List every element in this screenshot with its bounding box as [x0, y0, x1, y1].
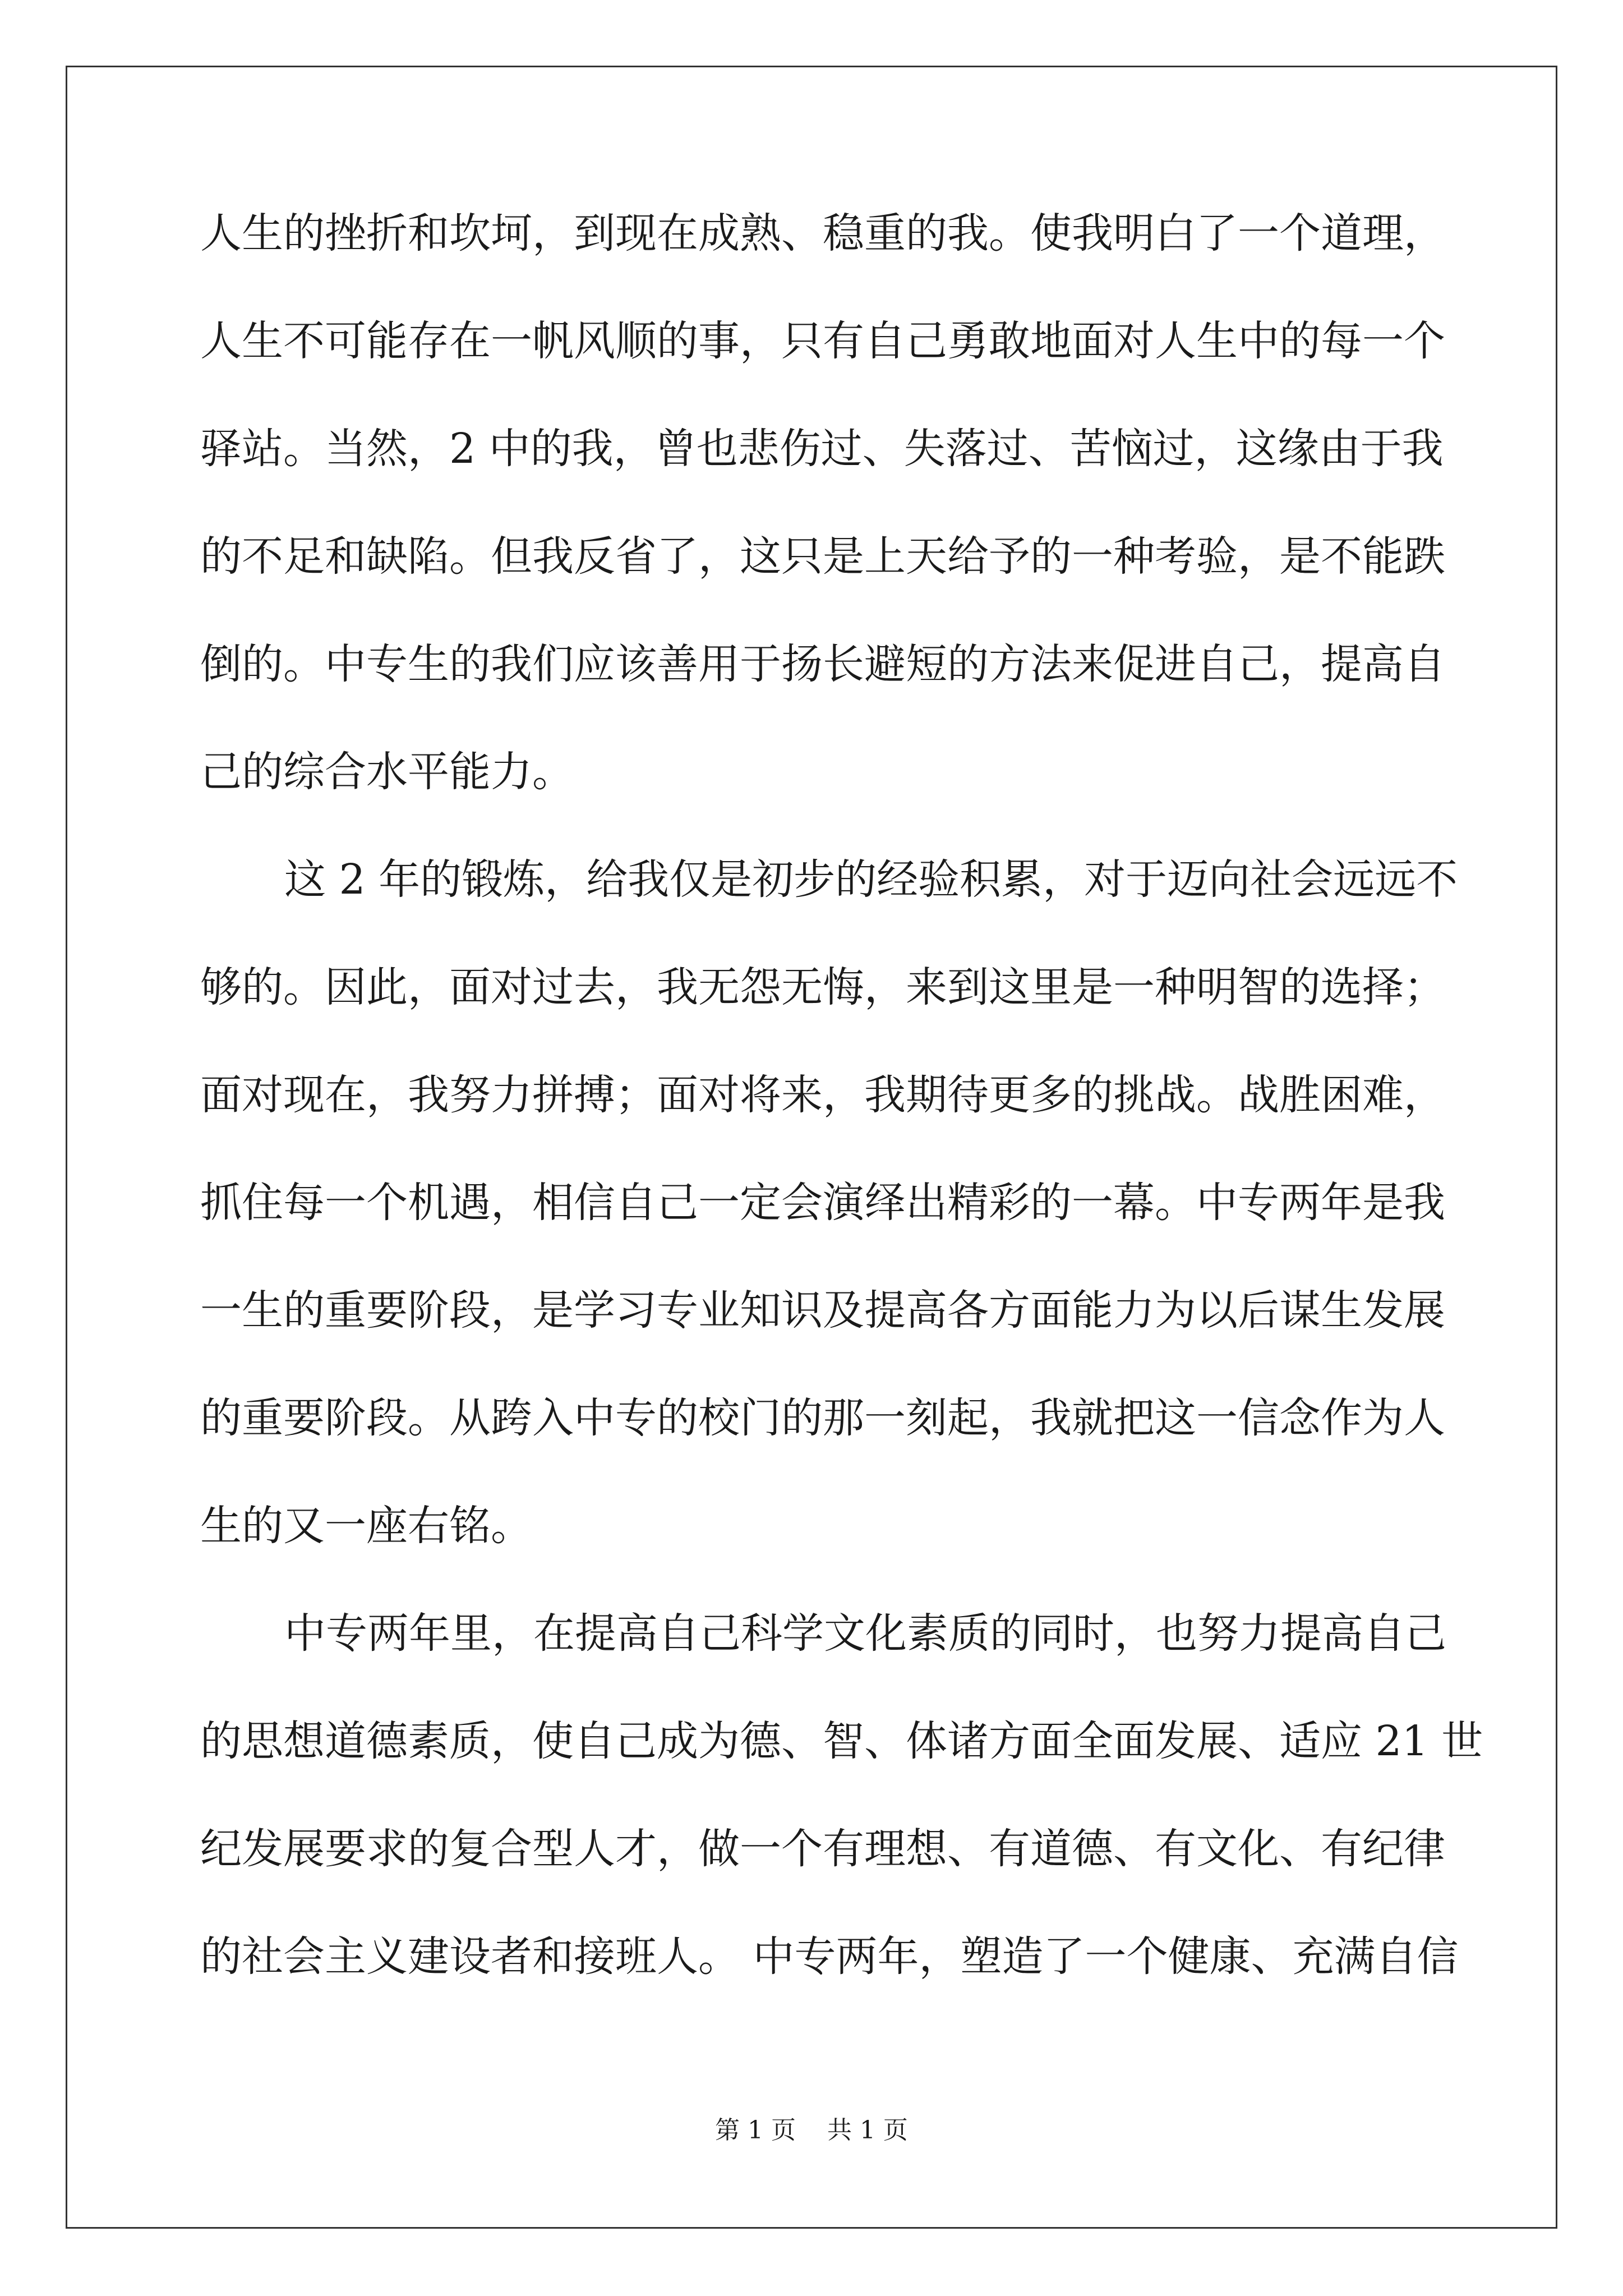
text-line: 人生不可能存在一帆风顺的事，只有自己勇敢地面对人生中的每一个: [200, 317, 1445, 365]
text-line: 倒的。中专生的我们应该善用于扬长避短的方法来促进自己，提高自: [200, 640, 1445, 688]
page-footer: [0, 2114, 1623, 2147]
page-total: 共 1 页: [827, 2116, 908, 2145]
text-line: 纪发展要求的复合型人才，做一个有理想、有道德、有文化、有纪律: [200, 1825, 1445, 1873]
text-line: 抓住每一个机遇，相信自己一定会演绎出精彩的一幕。中专两年是我: [200, 1179, 1445, 1227]
text-line: 人生的挫折和坎坷，到现在成熟、稳重的我。使我明白了一个道理，: [200, 209, 1445, 257]
paragraph-2: [200, 826, 1458, 1580]
document-body: [200, 180, 1483, 2010]
text-line: 够的。因此，面对过去，我无怨无悔，来到这里是一种明智的选择；: [200, 963, 1445, 1011]
page-number: 第 1 页: [715, 2116, 796, 2145]
text-line: 面对现在，我努力拼搏；面对将来，我期待更多的挑战。战胜困难，: [200, 1071, 1445, 1119]
paragraph-3: [200, 1580, 1483, 2010]
paragraph-1: [200, 180, 1445, 826]
text-line: 驿站。当然，2 中的我，曾也悲伤过、失落过、苦恼过，这缘由于我: [200, 425, 1444, 473]
text-line: 中专两年里，在提高自己科学文化素质的同时，也努力提高自己: [284, 1609, 1446, 1658]
text-line: 的重要阶段。从跨入中专的校门的那一刻起，我就把这一信念作为人: [200, 1394, 1445, 1442]
text-line: 一生的重要阶段，是学习专业知识及提高各方面能力为以后谋生发展: [200, 1286, 1445, 1335]
text-line: 这 2 年的锻炼，给我仅是初步的经验积累，对于迈向社会远远不: [284, 855, 1458, 904]
text-line: 己的综合水平能力。: [200, 748, 574, 796]
text-line: 的思想道德素质，使自己成为德、智、体诸方面全面发展、适应 21 世: [200, 1717, 1483, 1765]
text-line: 生的又一座右铭。: [200, 1502, 532, 1550]
text-line: 的不足和缺陷。但我反省了，这只是上天给予的一种考验，是不能跌: [200, 532, 1445, 581]
text-line: 的社会主义建设者和接班人。 中专两年，塑造了一个健康、充满自信: [200, 1932, 1459, 1981]
